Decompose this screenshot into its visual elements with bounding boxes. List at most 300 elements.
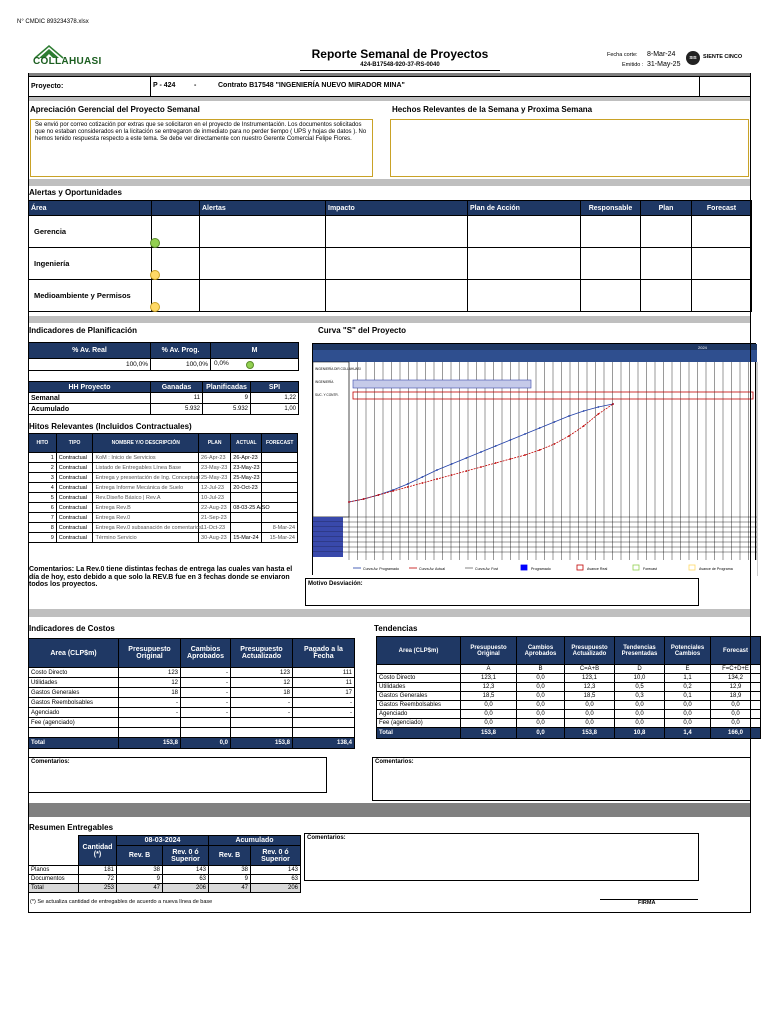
costos-title: Indicadores de Costos <box>29 624 115 633</box>
hito-row <box>29 513 298 523</box>
alertas-header: Alertas <box>200 201 326 216</box>
series-point <box>421 482 423 484</box>
costo-total-label: Total <box>29 738 119 749</box>
costo-area: Agenciado <box>29 708 119 718</box>
series-point <box>363 498 365 500</box>
chart-header-weeks <box>313 350 757 362</box>
hito-actual: 23-May-23 <box>231 463 262 473</box>
tend-value: 0,0 <box>615 701 665 710</box>
entregables-header: Rev. 0 ó Superior <box>163 846 209 866</box>
hito-number: 7 <box>29 513 57 523</box>
hitos-title: Hitos Relevantes (Incluidos Contractuales) <box>29 422 192 431</box>
series-point <box>524 433 526 435</box>
hito-number: 6 <box>29 503 57 513</box>
series-point <box>480 451 482 453</box>
costo-orig: - <box>119 698 181 708</box>
hitos-header: TIPO <box>56 434 93 453</box>
hh-header: Planificadas <box>203 382 251 393</box>
legend-label: Programado <box>531 567 551 571</box>
motivo-box <box>305 578 699 606</box>
tend-value: 0,0 <box>461 710 517 719</box>
hito-actual: 20-Oct-23 <box>231 483 262 493</box>
tend-value: 0,0 <box>461 719 517 728</box>
series-point <box>568 435 570 437</box>
chart-table-label-cell <box>313 522 343 527</box>
entregables-header: Rev. B <box>117 846 163 866</box>
chart-table-label-cell <box>313 547 343 552</box>
status-dot-green-icon <box>150 238 160 248</box>
costo-act: 12 <box>231 678 293 688</box>
entregables-corner <box>29 846 79 866</box>
tend-table <box>376 636 761 739</box>
hitos-header: ACTUAL <box>231 434 262 453</box>
planif-table <box>28 342 299 371</box>
series-point <box>597 413 599 415</box>
entregables-group-date: 08-03-2024 <box>117 836 209 846</box>
alertas-table <box>28 200 751 312</box>
s-curve-chart <box>313 344 757 576</box>
series-point <box>392 490 394 492</box>
costos-header: Presupuesto Original <box>119 639 181 668</box>
tend-value: 12,3 <box>461 683 517 692</box>
collahuasi-logo <box>33 46 113 68</box>
alertas-cell <box>468 280 581 312</box>
entregable-rb: 38 <box>117 866 163 875</box>
costo-camb <box>181 728 231 738</box>
tend-value: 0,0 <box>517 701 565 710</box>
legend-label: Curva Av. Actual <box>419 567 446 571</box>
series-point <box>524 454 526 456</box>
series-point <box>451 463 453 465</box>
tend-value: 0,0 <box>711 701 761 710</box>
hito-actual <box>231 523 262 533</box>
tend-row <box>377 692 761 701</box>
costo-pag: 111 <box>293 668 355 678</box>
hito-tipo: Contractual <box>56 483 93 493</box>
alertas-header: Impacto <box>326 201 468 216</box>
hito-number: 5 <box>29 493 57 503</box>
tend-letter: F=C+D+E <box>711 665 761 674</box>
status-dot-yellow-icon <box>150 270 160 280</box>
alertas-cell <box>326 280 468 312</box>
alertas-row <box>29 280 752 312</box>
hito-tipo: Contractual <box>56 463 93 473</box>
tend-row <box>377 710 761 719</box>
tend-value: 0,3 <box>615 692 665 701</box>
hito-forecast <box>262 463 298 473</box>
tend-value: 0,0 <box>517 719 565 728</box>
series-point <box>465 457 467 459</box>
costo-area: Gastos Generales <box>29 688 119 698</box>
alertas-row <box>29 248 752 280</box>
planif-header: % Av. Prog. <box>151 343 211 359</box>
planif-prog: 100,0% <box>151 359 211 371</box>
hito-desc: Entrega Rev.0 subsanación de comentarios <box>93 523 199 533</box>
tend-value: 0,0 <box>517 710 565 719</box>
contrato-name: Contrato B17548 "INGENIERÍA NUEVO MIRADOR MINA" <box>218 82 405 89</box>
costo-area <box>29 728 119 738</box>
series-line-actual <box>349 404 613 502</box>
hito-desc: Entrega Rev.0 <box>93 513 199 523</box>
entregable-arb: 38 <box>209 866 251 875</box>
comentarios-tend-label: Comentarios: <box>375 759 414 765</box>
costo-camb: - <box>181 698 231 708</box>
costo-row <box>29 688 355 698</box>
tend-value: 0,0 <box>517 674 565 683</box>
hito-desc: Entrega y presentación de Ing. Conceptual <box>93 473 199 483</box>
hito-row <box>29 473 298 483</box>
entregable-cant: 253 <box>79 884 117 893</box>
separator-bar-1 <box>28 97 751 101</box>
hito-plan: 25-May-23 <box>199 473 231 483</box>
series-point <box>495 445 497 447</box>
proyecto-dash: - <box>194 82 197 89</box>
costo-orig <box>119 718 181 728</box>
chart-table-label-cell <box>313 517 343 522</box>
alertas-cell <box>692 248 752 280</box>
comentarios-tend-box <box>372 757 751 801</box>
fecha-corte-label: Fecha corte: <box>607 52 638 58</box>
entregable-rb: 9 <box>117 875 163 884</box>
comentarios-costos-label: Comentarios: <box>31 759 70 765</box>
tend-total-value: 0,0 <box>517 728 565 739</box>
costos-table <box>28 638 355 749</box>
tend-total-value: 166,0 <box>711 728 761 739</box>
costo-act: - <box>231 708 293 718</box>
hitos-table <box>28 433 298 543</box>
costo-act: 123 <box>231 668 293 678</box>
alertas-area: Ingeniería <box>29 248 152 280</box>
entregable-arb: 47 <box>209 884 251 893</box>
costos-header: Area (CLP$m) <box>29 639 119 668</box>
tend-letter-row <box>377 665 761 674</box>
alertas-header: Responsable <box>581 201 641 216</box>
costos-header: Cambios Aprobados <box>181 639 231 668</box>
costo-orig: 18 <box>119 688 181 698</box>
tend-total-value: 10,8 <box>615 728 665 739</box>
tend-area: Utilidades <box>377 683 461 692</box>
hito-tipo: Contractual <box>56 523 93 533</box>
tend-value: 0,0 <box>517 683 565 692</box>
planif-real: 100,0% <box>29 359 151 371</box>
tend-area: Costo Directo <box>377 674 461 683</box>
costo-pag: 11 <box>293 678 355 688</box>
hito-plan: 11-Oct-23 <box>199 523 231 533</box>
hito-number: 8 <box>29 523 57 533</box>
entregables-table <box>28 835 301 893</box>
emitido-value: 31-May-25 <box>647 61 681 68</box>
hh-label: Acumulado <box>29 404 151 415</box>
separator-bar-5 <box>28 803 751 817</box>
tend-value: 1,1 <box>665 674 711 683</box>
alertas-area: Gerencia <box>29 216 152 248</box>
page-left-border <box>28 73 29 913</box>
entregable-row <box>29 866 301 875</box>
firma-label: FIRMA <box>638 900 656 906</box>
entregable-ar0: 143 <box>251 866 301 875</box>
page-bottom-border <box>28 912 751 913</box>
costo-act: - <box>231 698 293 708</box>
alertas-cell <box>468 248 581 280</box>
costo-total-pag: 138,4 <box>293 738 355 749</box>
entregables-group-acum: Acumulado <box>209 836 301 846</box>
gantt-bar-programado <box>353 380 531 388</box>
hh-table <box>28 381 299 415</box>
entregable-label: Total <box>29 884 79 893</box>
alertas-status-cell <box>152 248 200 280</box>
costo-camb <box>181 718 231 728</box>
alertas-cell <box>581 216 641 248</box>
hito-tipo: Contractual <box>56 533 93 543</box>
entregable-rb: 47 <box>117 884 163 893</box>
hito-plan: 26-Apr-23 <box>199 453 231 463</box>
tend-value: 134,2 <box>711 674 761 683</box>
entregables-header: Rev. 0 ó Superior <box>251 846 301 866</box>
tend-header: Presupuesto Original <box>461 637 517 665</box>
costo-row <box>29 728 355 738</box>
entregable-row <box>29 884 301 893</box>
status-dot-yellow-icon <box>150 302 160 312</box>
costo-pag <box>293 728 355 738</box>
tend-value: 18,5 <box>565 692 615 701</box>
series-point <box>377 494 379 496</box>
hito-tipo: Contractual <box>56 503 93 513</box>
hito-forecast <box>262 483 298 493</box>
legend-label: Curva Av. Fcst <box>475 567 499 571</box>
hito-row <box>29 453 298 463</box>
apreciacion-text: Se envió por correo cotización por extras que se solicitaron en el proyecto de Instrumentación. Los documentos solicitados que no estaban considerados en la licitación se entregaron de inmediato para no perder tiempo ( UPS y hojas de datos ). No hemos tenido respuesta respecto a este tema. Se debe ver directamente con nuestro Gerente Comercial Felipe Flores. <box>35 122 367 142</box>
chart-table-label-cell <box>313 537 343 542</box>
chart-side-label: SUC. Y CONTR. <box>315 393 339 397</box>
tend-value: 0,5 <box>615 683 665 692</box>
chart-side-label: INGENIERÍA DIR COLLAHUASI <box>315 367 361 371</box>
alertas-cell <box>581 248 641 280</box>
alertas-cell <box>692 280 752 312</box>
alertas-cell <box>641 216 692 248</box>
tend-row <box>377 701 761 710</box>
hito-actual: 25-May-23 <box>231 473 262 483</box>
legend-label: Avance Real <box>587 567 608 571</box>
hito-forecast: 8-Mar-24 <box>262 523 298 533</box>
alertas-header: Forecast <box>692 201 752 216</box>
tend-value: 18,5 <box>461 692 517 701</box>
entregable-label: Documentos <box>29 875 79 884</box>
hitos-header: PLAN <box>199 434 231 453</box>
hito-number: 2 <box>29 463 57 473</box>
separator-bar-4 <box>28 609 751 617</box>
series-point <box>407 483 409 485</box>
costo-camb: - <box>181 688 231 698</box>
hito-number: 9 <box>29 533 57 543</box>
hh-header: SPI <box>251 382 299 393</box>
entregable-cant: 181 <box>79 866 117 875</box>
series-line-programado <box>349 404 613 502</box>
costo-camb: - <box>181 678 231 688</box>
series-point <box>465 470 467 472</box>
tend-area: Agenciado <box>377 710 461 719</box>
planif-header: % Av. Real <box>29 343 151 359</box>
sientecinco-logo-text: SIENTE CINCO <box>703 54 743 60</box>
costo-row <box>29 708 355 718</box>
proyecto-divider <box>150 77 151 96</box>
costo-orig: - <box>119 708 181 718</box>
hito-actual: 08-03-25 A/SO <box>231 503 262 513</box>
hito-desc: Entrega Rev.B <box>93 503 199 513</box>
proyecto-row <box>28 76 751 97</box>
report-title: Reporte Semanal de Proyectos <box>311 47 489 61</box>
planif-m-cell <box>211 359 299 371</box>
tend-header: Area (CLP$m) <box>377 637 461 665</box>
costo-area: Costo Directo <box>29 668 119 678</box>
tend-value: 123,1 <box>461 674 517 683</box>
tend-letter <box>377 665 461 674</box>
costo-act <box>231 728 293 738</box>
alertas-header: Plan <box>641 201 692 216</box>
costo-area: Utilidades <box>29 678 119 688</box>
entregables-title: Resumen Entregables <box>29 823 114 832</box>
hh-row <box>29 404 299 415</box>
tend-row <box>377 683 761 692</box>
costo-orig <box>119 728 181 738</box>
hito-actual: 15-Mar-24 <box>231 533 262 543</box>
series-point <box>451 474 453 476</box>
tend-value: 0,0 <box>517 692 565 701</box>
separator-bar-3 <box>28 316 751 323</box>
alertas-cell <box>200 248 326 280</box>
tend-value: 0,0 <box>461 701 517 710</box>
doc-code: 424-B17548-920-37-RS-0040 <box>360 62 440 68</box>
entregables-header: Cantidad (*) <box>79 836 117 866</box>
costos-header: Pagado a la Fecha <box>293 639 355 668</box>
hito-tipo: Contractual <box>56 513 93 523</box>
series-point <box>480 466 482 468</box>
series-point <box>553 443 555 445</box>
costo-total-row <box>29 738 355 749</box>
series-point <box>495 462 497 464</box>
alertas-header <box>152 201 200 216</box>
tend-value: 0,0 <box>615 710 665 719</box>
collahuasi-logo-text: COLLAHUASI <box>33 56 102 67</box>
alertas-cell <box>641 280 692 312</box>
costo-camb: - <box>181 668 231 678</box>
chart-header-band <box>313 344 757 350</box>
hh-spi: 1,00 <box>251 404 299 415</box>
costo-total-orig: 153,8 <box>119 738 181 749</box>
alertas-area: Medioambiente y Permisos <box>29 280 152 312</box>
tend-value: 0,0 <box>565 710 615 719</box>
tend-header: Tendencias Presentadas <box>615 637 665 665</box>
entregable-row <box>29 875 301 884</box>
tend-value: 0,2 <box>665 683 711 692</box>
hito-forecast: 15-Mar-24 <box>262 533 298 543</box>
costo-pag <box>293 718 355 728</box>
tend-row <box>377 719 761 728</box>
alertas-cell <box>468 216 581 248</box>
series-point <box>539 449 541 451</box>
chart-side-column <box>313 362 349 517</box>
tend-value: 12,3 <box>565 683 615 692</box>
tend-letter: E <box>665 665 711 674</box>
tend-total-value: 1,4 <box>665 728 711 739</box>
chart-table-label-cell <box>313 527 343 532</box>
proyecto-divider-2 <box>699 77 700 96</box>
comentarios-entregables-label: Comentarios: <box>307 835 346 841</box>
sientecinco-logo-mark: SIS <box>686 51 700 65</box>
separator-bar-2 <box>28 179 751 186</box>
hh-planificadas: 5.932 <box>203 404 251 415</box>
series-point <box>509 458 511 460</box>
costo-camb: - <box>181 708 231 718</box>
tend-letter: B <box>517 665 565 674</box>
comentarios-entregables-box <box>304 833 699 881</box>
hito-forecast <box>262 493 298 503</box>
tend-header: Presupuesto Actualizado <box>565 637 615 665</box>
hh-header: Ganadas <box>151 382 203 393</box>
comentarios-costos-box <box>28 757 327 793</box>
hito-tipo: Contractual <box>56 473 93 483</box>
hito-row <box>29 463 298 473</box>
hitos-header: HITO <box>29 434 57 453</box>
costo-area: Gastos Reembolsables <box>29 698 119 708</box>
costo-row <box>29 668 355 678</box>
hito-forecast <box>262 473 298 483</box>
series-point <box>436 478 438 480</box>
alertas-cell <box>692 216 752 248</box>
series-point <box>597 406 599 408</box>
hh-spi: 1,22 <box>251 393 299 404</box>
costo-orig: 12 <box>119 678 181 688</box>
chart-year-label: 2024 <box>698 345 707 350</box>
hito-row <box>29 533 298 543</box>
hito-row <box>29 523 298 533</box>
tend-value: 0,0 <box>615 719 665 728</box>
entregable-r0: 63 <box>163 875 209 884</box>
tend-total-value: 153,8 <box>461 728 517 739</box>
hito-row <box>29 493 298 503</box>
tend-value: 0,0 <box>565 719 615 728</box>
costo-row <box>29 698 355 708</box>
entregables-header: Rev. B <box>209 846 251 866</box>
alertas-status-cell <box>152 216 200 248</box>
entregable-label: Planos <box>29 866 79 875</box>
series-point <box>553 421 555 423</box>
series-point <box>436 469 438 471</box>
tend-title: Tendencias <box>374 624 418 633</box>
hito-actual: 26-Apr-23 <box>231 453 262 463</box>
costo-total-camb: 0,0 <box>181 738 231 749</box>
tend-letter: D <box>615 665 665 674</box>
hito-desc: KoM : Inicio de Servicios <box>93 453 199 463</box>
tend-value: 0,0 <box>565 701 615 710</box>
tend-header: Forecast <box>711 637 761 665</box>
hh-label: Semanal <box>29 393 151 404</box>
tend-letter: C=A+B <box>565 665 615 674</box>
alertas-cell <box>581 280 641 312</box>
entregable-ar0: 63 <box>251 875 301 884</box>
tend-value: 123,1 <box>565 674 615 683</box>
tend-total-label: Total <box>377 728 461 739</box>
costo-orig: 123 <box>119 668 181 678</box>
planif-title: Indicadores de Planificación <box>29 326 138 335</box>
costo-row <box>29 718 355 728</box>
tend-value: 0,0 <box>665 719 711 728</box>
hito-row <box>29 483 298 493</box>
costos-header: Presupuesto Actualizado <box>231 639 293 668</box>
chart-table-label-cell <box>313 552 343 557</box>
file-reference: N° CMDIC 893234378.xlsx <box>17 19 89 25</box>
costo-area: Fee (agenciado) <box>29 718 119 728</box>
alertas-cell <box>641 248 692 280</box>
